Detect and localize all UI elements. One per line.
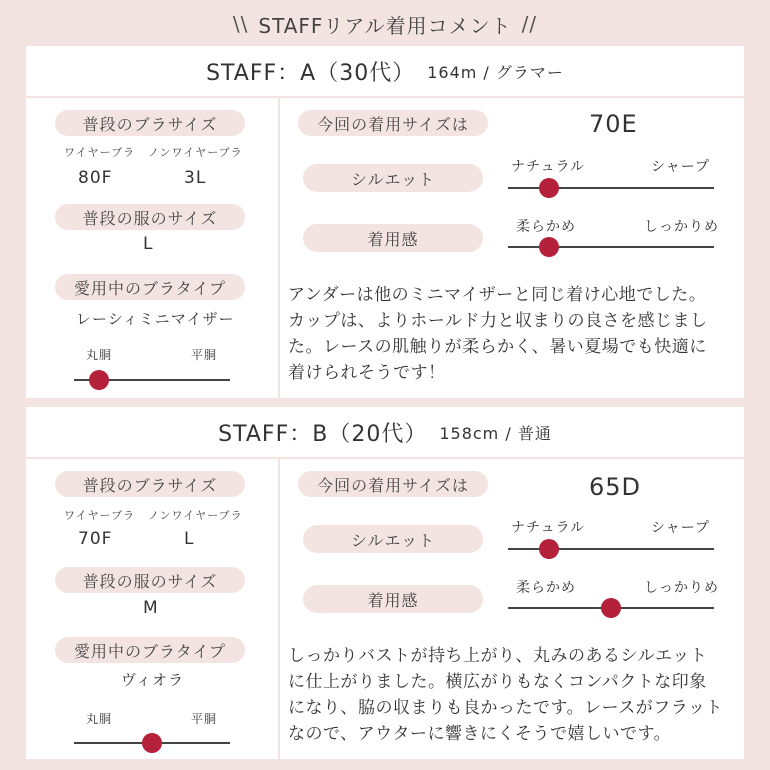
bra-type-value: レーシィミニマイザー <box>76 310 235 328</box>
body-round-label: 丸胴 <box>86 712 113 726</box>
silhouette-label: シルエット <box>303 525 483 553</box>
staff-profile: 164m / グラマー <box>427 62 564 82</box>
page-header <box>0 8 770 40</box>
worn-size: 70E <box>589 110 638 138</box>
body-shape-slider <box>74 379 230 381</box>
staff-comment <box>288 282 738 386</box>
bra-type-value: ヴィオラ <box>121 671 185 689</box>
feel-firm-label: しっかりめ <box>644 580 719 596</box>
body-flat-label: 平胴 <box>191 348 218 362</box>
feel-label: 着用感 <box>303 585 483 613</box>
silhouette-sharp-label: シャープ <box>651 159 711 175</box>
usual-clothes-size-label: 普段の服のサイズ <box>55 567 245 593</box>
comment-line: になり、脇の収まりも良かったです。レースがフラット <box>288 698 723 718</box>
staff-comment <box>288 643 738 747</box>
silhouette-natural-label: ナチュラル <box>511 159 586 175</box>
feel-slider <box>508 607 714 609</box>
body-shape-marker <box>142 733 162 753</box>
feel-marker <box>539 237 559 257</box>
staff-name: STAFF：A（30代） <box>206 60 416 86</box>
body-round-label: 丸胴 <box>86 348 113 362</box>
page-title: STAFFリアル着用コメント <box>258 13 512 38</box>
silhouette-sharp-label: シャープ <box>651 520 711 536</box>
silhouette-marker <box>539 539 559 559</box>
column-divider <box>278 459 280 759</box>
clothes-size: L <box>143 234 154 254</box>
comment-line: に仕上がりました。横広がりもなくコンパクトな印象 <box>288 672 707 692</box>
body-flat-label: 平胴 <box>191 712 218 726</box>
nonwire-bra-label: ノンワイヤーブラ <box>148 146 243 159</box>
worn-size: 65D <box>589 473 642 501</box>
nonwire-bra-size: 3L <box>184 168 207 188</box>
clothes-size: M <box>143 598 159 618</box>
right-slashes: // <box>521 12 538 36</box>
comment-line: た。レースの肌触りが柔らかく、暑い夏場でも快適に <box>288 337 707 357</box>
staff-card-a <box>26 46 744 398</box>
feel-marker <box>601 598 621 618</box>
this-size-label: 今回の着用サイズは <box>298 471 488 497</box>
comment-line: しっかりバストが持ち上がり、丸みのあるシルエット <box>288 646 708 666</box>
nonwire-bra-size: L <box>184 529 195 549</box>
silhouette-label: シルエット <box>303 164 483 192</box>
staff-profile: 158cm / 普通 <box>439 423 552 443</box>
staff-name: STAFF：B（20代） <box>218 421 428 447</box>
silhouette-slider <box>508 187 714 189</box>
feel-label: 着用感 <box>303 224 483 252</box>
silhouette-natural-label: ナチュラル <box>511 520 586 536</box>
wire-bra-label: ワイヤーブラ <box>64 146 136 159</box>
comment-line: アンダーは他のミニマイザーと同じ着け心地でした。 <box>288 285 707 305</box>
feel-slider <box>508 246 714 248</box>
usual-bra-size-label: 普段のブラサイズ <box>55 471 245 497</box>
nonwire-bra-label: ノンワイヤーブラ <box>148 509 243 522</box>
feel-soft-label: 柔らかめ <box>516 219 576 235</box>
wire-bra-size: 70F <box>78 529 113 549</box>
body-shape-slider <box>74 742 230 744</box>
wire-bra-label: ワイヤーブラ <box>64 509 136 522</box>
wire-bra-size: 80F <box>78 168 113 188</box>
feel-firm-label: しっかりめ <box>644 219 719 235</box>
usual-clothes-size-label: 普段の服のサイズ <box>55 204 245 230</box>
bra-type-label: 愛用中のブラタイプ <box>55 637 245 663</box>
usual-bra-size-label: 普段のブラサイズ <box>55 110 245 136</box>
bra-type-label: 愛用中のブラタイプ <box>55 274 245 300</box>
left-slashes: \\ <box>232 12 249 36</box>
silhouette-slider <box>508 548 714 550</box>
comment-line: カップは、よりホールド力と収まりの良さを感じまし <box>288 311 708 331</box>
column-divider <box>278 98 280 398</box>
staff-card-b <box>26 407 744 759</box>
comment-line: 着けられそうです！ <box>288 363 446 383</box>
staff-card-header <box>26 46 744 98</box>
silhouette-marker <box>539 178 559 198</box>
comment-line: なので、アウターに響きにくそうで嬉しいです。 <box>288 724 672 744</box>
feel-soft-label: 柔らかめ <box>516 580 576 596</box>
staff-card-header <box>26 407 744 459</box>
this-size-label: 今回の着用サイズは <box>298 110 488 136</box>
body-shape-marker <box>89 370 109 390</box>
